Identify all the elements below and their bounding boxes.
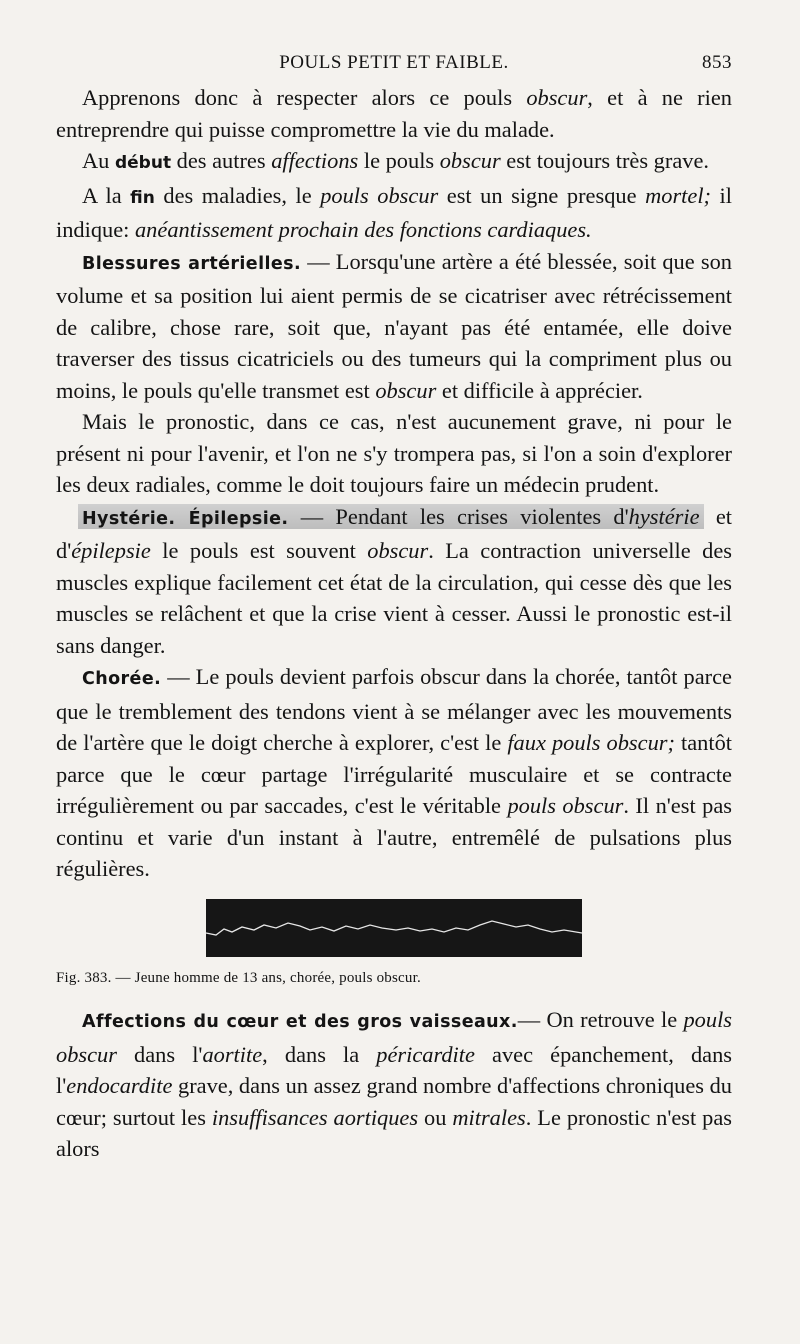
paragraph-hysterie: Hystérie. Épilepsie. — Pendant les crises violentes d'hystérie et d'épilepsie le pouls est souvent obscur. La contraction universelle des muscles explique facilement cet état de la circulation, qui cesse dès que les muscles se relâchent et que la crise vient à cesser. Aussi le pronostic est-il sans danger. [56,503,732,658]
running-header [56,52,732,82]
page [56,52,732,1165]
highlighted-heading: Hystérie. Épilepsie. — Pendant les crises violentes d'hystérie [78,504,704,529]
figure-383 [56,899,732,995]
running-title: POULS PETIT ET FAIBLE. [279,52,509,73]
figure-caption: Fig. 383. — Jeune homme de 13 ans, chorée, pouls obscur. [56,969,421,986]
section-heading: Affections du cœur et des gros vaisseaux. [82,1012,518,1032]
paragraph-fin: A la fin des maladies, le pouls obscur est un signe presque mortel; il indique: anéantissement prochain des fonctions cardiaques. [56,182,732,242]
body-text [56,82,732,1165]
section-heading: Hystérie. Épilepsie. [82,508,289,529]
paragraph-respecter: Apprenons donc à respecter alors ce pouls obscur, et à ne rien entreprendre qui puisse compromettre la vie du malade. [56,85,732,142]
page-number: 853 [702,52,732,73]
section-heading: Chorée. [82,669,162,689]
tracing-background [206,899,582,957]
pulse-tracing-figure [206,899,582,957]
paragraph-affections: Affections du cœur et des gros vaisseaux.— On retrouve le pouls obscur dans l'aortite, dans la péricardite avec épanchement, dans l'endocardite grave, dans un assez grand nombre d'affections chroniques du cœur; surtout les insuffisances aortiques ou mitrales. Le pronostic n'est pas alors [56,1007,733,1161]
paragraph-debut: Au début des autres affections le pouls obscur est toujours très grave. [82,148,709,173]
section-heading: Blessures artérielles. [82,253,302,274]
paragraph-choree: Chorée. — Le pouls devient parfois obscur dans la chorée, tantôt parce que le tremblement des tendons vient à se mélanger avec les mouvements de l'artère que le doigt cherche à explorer, c'est le faux pouls obscur; tantôt parce que le cœur partage l'irrégularité musculaire et se contracte irrégulièrement ou par saccades, c'est le véritable pouls obscur. Il n'est pas continu et varie d'un instant à l'autre, entremêlé de pulsations plus régulières. [56,664,732,881]
paragraph-pronostic: Mais le pronostic, dans ce cas, n'est aucunement grave, ni pour le présent ni pour l'avenir, et l'on ne s'y trompera pas, si l'on a soin d'explorer les deux radiales, comme le doit toujours faire un médecin prudent. [56,409,732,497]
paragraph-blessures: Blessures artérielles. — Lorsqu'une artère a été blessée, soit que son volume et sa position lui aient permis de se cicatriser avec rétrécissement de calibre, chose rare, soit que, n'ayant pas été entamée, elle doive traverser des tissus cicatriciels ou des tumeurs qui la compriment plus ou moins, le pouls qu'elle transmet est obscur et difficile à apprécier. [56,248,732,403]
